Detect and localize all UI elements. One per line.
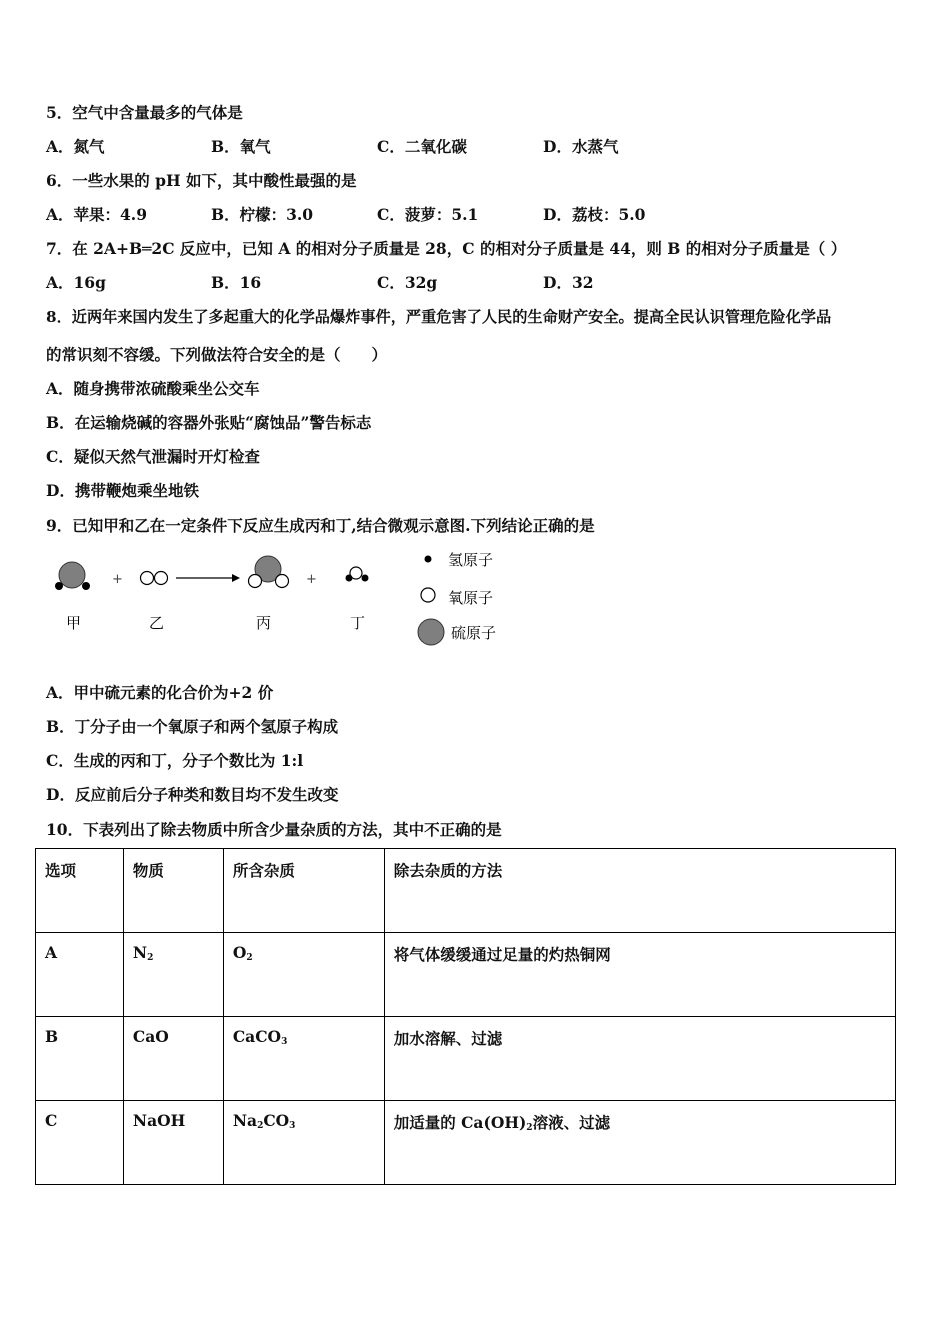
label-jia: 甲 (66, 614, 82, 632)
question-6-stem: 6．一些水果的 pH 如下，其中酸性最强的是 (46, 171, 357, 190)
q6-option-d: D．荔枝：5.0 (543, 205, 646, 224)
row-impurity: $Na_2CO_3$ (223, 1101, 384, 1185)
q8-option-a: A．随身携带浓硫酸乘坐公交车 (46, 379, 260, 398)
row-substance: CaO (123, 1017, 223, 1101)
header-option: 选项 (36, 849, 124, 933)
q9-option-a: A．甲中硫元素的化合价为+2 价 (46, 683, 274, 702)
q6-option-a: A．苹果：4.9 (46, 205, 147, 224)
q7-option-a: A．16g (46, 273, 106, 292)
row-impurity: CaCO$_3$ (223, 1017, 384, 1101)
table-row (36, 1017, 896, 1101)
table-row (36, 1101, 896, 1185)
question-8-stem-line2: 的常识刻不容缓。下列做法符合安全的是（ ） (46, 345, 388, 364)
q7-option-b: B．16 (211, 273, 262, 292)
legend-oxygen (421, 588, 493, 607)
q8-option-d: D．携带鞭炮乘坐地铁 (46, 481, 199, 500)
q7-option-c: C．32g (377, 273, 438, 292)
legend-hydrogen (425, 551, 494, 569)
header-impurity: 所含杂质 (223, 849, 384, 933)
reaction-microscopic-diagram (40, 548, 540, 653)
q6-option-b: B．柠檬：3.0 (211, 205, 314, 224)
label-bing: 丙 (256, 614, 272, 632)
impurity-removal-table (35, 848, 896, 1185)
molecule-bing-icon (249, 556, 289, 588)
row-substance: $N_2$ (123, 933, 223, 1017)
molecule-yi-icon (141, 572, 168, 585)
svg-text:硫原子: 硫原子 (451, 624, 497, 642)
question-5-stem: 5．空气中含量最多的气体是 (46, 103, 243, 122)
table-row (36, 933, 896, 1017)
q5-option-c: C．二氧化碳 (377, 137, 467, 156)
q8-option-c: C．疑似天然气泄漏时开灯检查 (46, 447, 260, 466)
row-method: 加适量的 $Ca(OH)_2$溶液、过滤 (384, 1101, 895, 1185)
svg-text:氢原子: 氢原子 (448, 551, 494, 569)
q9-option-d: D．反应前后分子种类和数目均不发生改变 (46, 785, 339, 804)
table-header-row (36, 849, 896, 933)
q9-option-c: C．生成的丙和丁，分子个数比为 1:l (46, 751, 304, 770)
q7-option-d: D．32 (543, 273, 594, 292)
svg-text:氧原子: 氧原子 (448, 589, 494, 607)
plus-sign-1: + (112, 572, 123, 587)
label-ding: 丁 (350, 614, 366, 632)
q9-option-b: B．丁分子由一个氧原子和两个氢原子构成 (46, 717, 339, 736)
label-yi: 乙 (149, 614, 165, 632)
plus-sign-2: + (306, 572, 317, 587)
question-8-stem-line1: 8．近两年来国内发生了多起重大的化学品爆炸事件，严重危害了人民的生命财产安全。提高全民认识管理危险化学品 (46, 308, 832, 326)
molecule-jia-icon (55, 562, 90, 590)
question-9-stem: 9．已知甲和乙在一定条件下反应生成丙和丁,结合微观示意图.下列结论正确的是 (46, 516, 595, 535)
oxygen-atom-icon (421, 588, 435, 602)
row-impurity: $O_2$ (223, 933, 384, 1017)
question-7-stem: 7．在 2A+B═2C 反应中，已知 A 的相对分子质量是 28，C 的相对分子质量是 44，则 B 的相对分子质量是（ ） (46, 239, 847, 258)
q6-option-c: C．菠萝：5.1 (377, 205, 479, 224)
row-option: B (36, 1017, 124, 1101)
q8-option-b: B．在运输烧碱的容器外张贴“腐蚀品”警告标志 (46, 413, 372, 432)
hydrogen-atom-icon (425, 556, 432, 563)
q5-option-d: D．水蒸气 (543, 137, 619, 156)
row-method: 加水溶解、过滤 (384, 1017, 895, 1101)
row-method: 将气体缓缓通过足量的灼热铜网 (384, 933, 895, 1017)
row-substance: NaOH (123, 1101, 223, 1185)
reaction-arrow-icon (176, 574, 240, 582)
sulfur-atom-icon (418, 619, 444, 645)
header-method: 除去杂质的方法 (384, 849, 895, 933)
row-option: C (36, 1101, 124, 1185)
question-10-stem: 10．下表列出了除去物质中所含少量杂质的方法，其中不正确的是 (46, 820, 502, 839)
molecule-ding-icon (346, 567, 369, 582)
legend-sulfur (418, 619, 496, 645)
q5-option-a: A．氮气 (46, 137, 105, 156)
header-substance: 物质 (123, 849, 223, 933)
row-option: A (36, 933, 124, 1017)
q5-option-b: B．氧气 (211, 137, 271, 156)
